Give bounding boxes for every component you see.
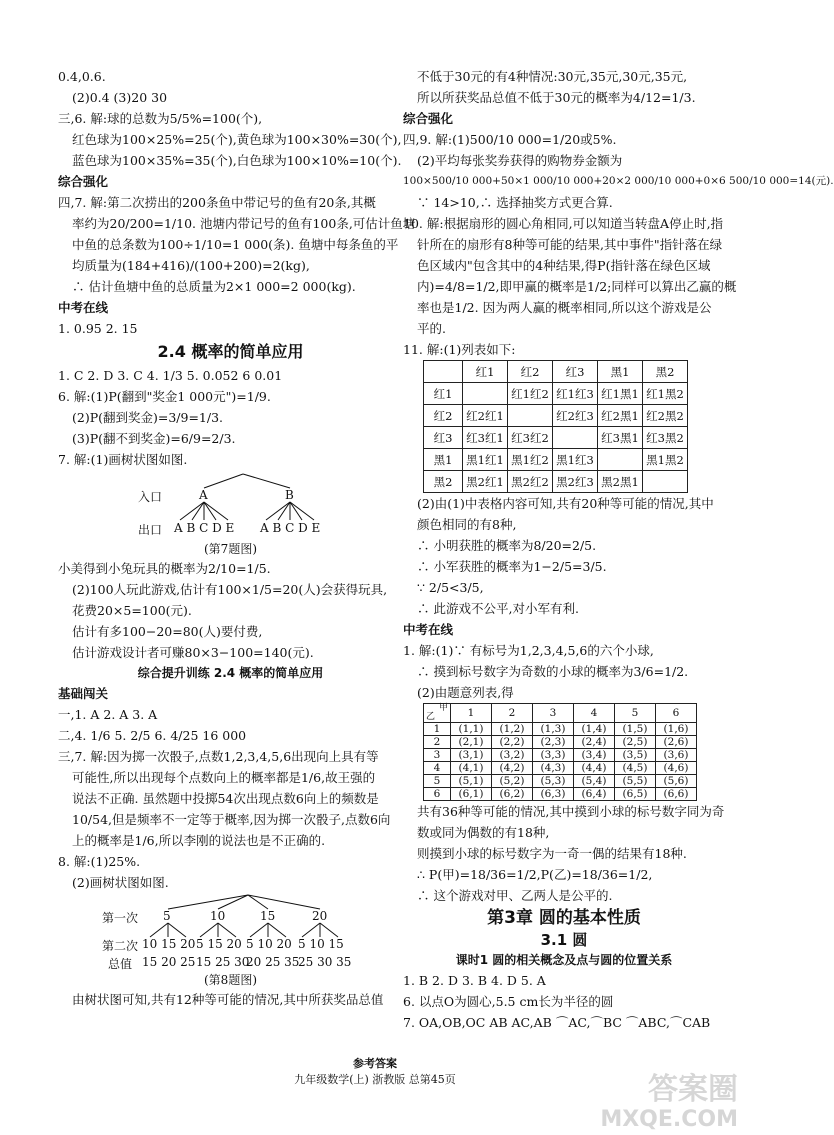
table-row: [424, 749, 697, 762]
table-cell: (3,3): [533, 749, 574, 762]
lesson-title: 课时1 圆的相关概念及点与圆的位置关系: [455, 953, 673, 967]
tree-total-group: 25 30 35: [298, 955, 352, 969]
text-line: 四,7. 解:第二次捞出的200条鱼中带记号的鱼有20条,其概: [58, 195, 376, 210]
table-cell: 红1黑2: [643, 383, 688, 405]
text-line: 小美得到小兔玩具的概率为2/10=1/5.: [58, 561, 271, 576]
table-cell: 黑2黑1: [598, 471, 643, 493]
text-line: 说法不正确. 虽然题中投掷54次出现点数6向上的频数是: [72, 791, 379, 806]
text-line: 1. 解:(1)∵ 有标号为1,2,3,4,5,6的六个小球,: [403, 643, 654, 658]
table-cell: 红3黑2: [643, 427, 688, 449]
footer-title: 参考答案: [353, 1057, 397, 1070]
text-line: 7. 解:(1)画树状图如图.: [58, 452, 188, 467]
table-cell: [463, 383, 508, 405]
text-line: (2)0.4 (3)20 30: [72, 90, 168, 105]
text-line: 均质量为(184+416)/(100+200)=2(kg),: [72, 258, 310, 273]
tree-top-node: 5: [163, 909, 171, 923]
text-line: ∴ 这个游戏对甲、乙两人是公平的.: [417, 888, 613, 903]
text-line: 三,7. 解:因为掷一次骰子,点数1,2,3,4,5,6出现向上具有等: [58, 749, 379, 764]
table-cell: (5,4): [574, 775, 615, 788]
table-cell: [424, 361, 463, 383]
table-cell: 红2: [424, 405, 463, 427]
section-label: 基础闯关: [58, 686, 109, 701]
section-title: 3.1 圆: [540, 931, 588, 949]
tree-total-group: 15 20 25: [142, 955, 196, 969]
text-line: 数或同为偶数的有18种,: [417, 825, 550, 840]
section-title: 2.4 概率的简单应用: [157, 342, 304, 361]
text-line: 蓝色球为100×35%=35(个),白色球为100×10%=10(个).: [72, 153, 402, 168]
tree-total-group: 20 25 35: [246, 955, 300, 969]
table-cell: 黑2红1: [463, 471, 508, 493]
table-cell: (6,6): [656, 788, 697, 801]
table-cell: 黑1: [424, 449, 463, 471]
text-line: ∵ 2/5<3/5,: [417, 580, 484, 595]
text-line: 四,9. 解:(1)500/10 000=1/20或5%.: [403, 132, 617, 147]
text-line: ∴ 估计鱼塘中鱼的总质量为2×1 000=2 000(kg).: [72, 279, 356, 294]
table-corner-cell: [424, 704, 451, 723]
table-header-row: [424, 704, 697, 723]
text-line: 所以所获奖品总值不低于30元的概率为4/12=1/3.: [417, 90, 696, 105]
text-line: 上的概率是1/6,所以李刚的说法也是不正确的.: [72, 833, 326, 848]
text-line: 一,1. A 2. A 3. A: [58, 707, 158, 722]
table-row: [424, 762, 697, 775]
table-cell: 黑1黑2: [643, 449, 688, 471]
text-line: 6. 解:(1)P(翻到"奖金1 000元")=1/9.: [58, 389, 271, 404]
section-label: 综合强化: [403, 111, 454, 126]
table-cell: 红2红3: [553, 405, 598, 427]
tree-row-label-total: 总值: [108, 957, 133, 971]
text-line: 6. 以点O为圆心,5.5 cm长为半径的圆: [403, 994, 614, 1009]
text-line: ∵ 14>10,∴ 选择抽奖方式更合算.: [417, 195, 613, 210]
table-cell: 红2黑2: [643, 405, 688, 427]
table-cell: (5,6): [656, 775, 697, 788]
tree-top-node: 20: [312, 909, 328, 923]
table-cell: (6,1): [451, 788, 492, 801]
table-row: [424, 736, 697, 749]
table-cell: 2: [492, 704, 533, 723]
table-cell: (5,1): [451, 775, 492, 788]
table-cell: 红3: [553, 361, 598, 383]
text-line: (2)P(翻到奖金)=3/9=1/3.: [72, 410, 224, 425]
table-cell: 红1: [463, 361, 508, 383]
table-cell: 黑1红3: [553, 449, 598, 471]
table-cell: (3,2): [492, 749, 533, 762]
right-column: [403, 66, 834, 1033]
table-cell: 3: [533, 704, 574, 723]
table-cell: (6,5): [615, 788, 656, 801]
table-cell: 黑2: [643, 361, 688, 383]
table-cell: 黑1红1: [463, 449, 508, 471]
text-line: 100×500/10 000+50×1 000/10 000+20×2 000/10 000+0×6 500/10 000=14(元).: [403, 175, 834, 187]
text-line: 估计有多100−20=80(人)要付费,: [72, 624, 263, 639]
watermark-line: 答案圈: [648, 1072, 738, 1107]
table-cell: (2,2): [492, 736, 533, 749]
table-cell: 红1红2: [508, 383, 553, 405]
text-line: 10. 解:根据扇形的圆心角相同,可以知道当转盘A停止时,指: [403, 216, 724, 231]
table-cell: 红3红2: [508, 427, 553, 449]
table-cell: (3,1): [451, 749, 492, 762]
table-row: [424, 449, 688, 471]
chapter-title: 第3章 圆的基本性质: [487, 908, 641, 928]
tree-diagram-7: [58, 470, 403, 540]
text-line: (2)由题意列表,得: [417, 685, 514, 700]
table-cell: 红1黑1: [598, 383, 643, 405]
text-line: ∴ P(甲)=18/36=1/2,P(乙)=18/36=1/2,: [417, 867, 653, 882]
table-cell: 5: [615, 704, 656, 723]
section-label: 中考在线: [403, 622, 454, 637]
tree-leaf-group: 5 10 20: [246, 937, 292, 951]
table-cell: (3,5): [615, 749, 656, 762]
tree-leaf-group: 10 15 20: [142, 937, 196, 951]
tree-entry-label: 入口: [138, 490, 163, 504]
text-line: 10/54,但是频率不一定等于概率,因为掷一次骰子,点数6向: [72, 812, 391, 827]
table-row: [424, 471, 688, 493]
table-row: [424, 723, 697, 736]
ball-pair-table: [423, 703, 697, 801]
tree-node-a: A: [199, 488, 208, 502]
table-cell: [553, 427, 598, 449]
text-line: ∴ 摸到标号数字为奇数的小球的概率为3/6=1/2.: [417, 664, 689, 679]
text-line: 估计游戏设计者可赚80×3−100=140(元).: [72, 645, 314, 660]
table-cell: (2,4): [574, 736, 615, 749]
corner-bottom: 乙: [426, 712, 436, 722]
table-cell: 黑1红2: [508, 449, 553, 471]
text-line: 针所在的扇形有8种等可能的结果,其中事件"指针落在绿: [417, 237, 723, 252]
table-cell: (1,1): [451, 723, 492, 736]
text-line: 1. C 2. D 3. C 4. 1/3 5. 0.052 6 0.01: [58, 368, 283, 383]
section-label: 中考在线: [58, 300, 109, 315]
footer-page-info: 九年级数学(上) 浙教版 总第45页: [294, 1073, 456, 1086]
table-row: [424, 383, 688, 405]
table-cell: (4,4): [574, 762, 615, 775]
table-cell: 黑1: [598, 361, 643, 383]
table-cell: 红1红3: [553, 383, 598, 405]
text-line: 二,4. 1/6 5. 2/5 6. 4/25 16 000: [58, 728, 247, 743]
table-cell: (4,6): [656, 762, 697, 775]
table-cell: 红2黑1: [598, 405, 643, 427]
text-line: 7. OA,OB,OC AB AC,AB ⌒AC,⌒BC ⌒ABC,⌒CAB: [403, 1015, 711, 1030]
section-label: 综合强化: [58, 174, 109, 189]
watermark-line: MXQE.COM: [600, 1107, 738, 1132]
tree-leaves-b: A B C D E: [260, 521, 321, 535]
table-cell: 红3黑1: [598, 427, 643, 449]
table-cell: (6,3): [533, 788, 574, 801]
table-cell: 1: [451, 704, 492, 723]
corner-top: 甲: [438, 703, 448, 713]
text-line: (2)平均每张奖券获得的购物券金额为: [417, 153, 623, 168]
table-cell: (3,4): [574, 749, 615, 762]
text-line: 中鱼的总条数为100÷1/10=1 000(条). 鱼塘中每条鱼的平: [72, 237, 399, 252]
table-row: [424, 427, 688, 449]
text-line: 不低于30元的有4种情况:30元,35元,30元,35元,: [417, 69, 688, 84]
table-cell: (2,1): [451, 736, 492, 749]
text-line: (3)P(翻不到奖金)=6/9=2/3.: [72, 431, 236, 446]
table-cell: (4,2): [492, 762, 533, 775]
text-line: ∴ 小明获胜的概率为8/20=2/5.: [417, 538, 597, 553]
table-cell: (1,3): [533, 723, 574, 736]
table-header-row: [424, 361, 688, 383]
table-cell: 5: [424, 775, 451, 788]
text-line: 率也是1/2. 因为两人赢的概率相同,所以这个游戏是公: [417, 300, 712, 315]
text-line: 则摸到小球的标号数字为一奇一偶的结果有18种.: [417, 846, 687, 861]
table-cell: (1,2): [492, 723, 533, 736]
tree-row-label-first: 第一次: [102, 911, 139, 925]
table-cell: (4,5): [615, 762, 656, 775]
table-row: [424, 788, 697, 801]
table-cell: (1,5): [615, 723, 656, 736]
table-row: [424, 775, 697, 788]
left-column: [58, 66, 416, 1010]
text-line: ∴ 此游戏不公平,对小军有利.: [417, 601, 579, 616]
table-cell: 黑2: [424, 471, 463, 493]
text-line: 由树状图可知,共有12种等可能的情况,其中所获奖品总值: [72, 992, 384, 1007]
table-cell: [508, 405, 553, 427]
text-line: 红色球为100×25%=25(个),黄色球为100×30%=30(个),: [72, 132, 402, 147]
tree-exit-label: 出口: [138, 523, 163, 537]
table-row: [424, 405, 688, 427]
text-line: (2)画树状图如图.: [72, 875, 169, 890]
table-cell: (5,5): [615, 775, 656, 788]
text-line: 8. 解:(1)25%.: [58, 854, 141, 869]
tree-row-label-second: 第二次: [102, 939, 139, 953]
subsection-title: 综合提升训练 2.4 概率的简单应用: [137, 666, 324, 680]
text-line: 率约为20/200=1/10. 池塘内带记号的鱼有100条,可估计鱼塘: [72, 216, 416, 231]
table-cell: 4: [574, 704, 615, 723]
color-pair-table: [423, 360, 688, 493]
text-line: (2)100人玩此游戏,估计有100×1/5=20(人)会获得玩具,: [72, 582, 388, 597]
table-cell: 黑2红2: [508, 471, 553, 493]
text-line: 三,6. 解:球的总数为5/5%=100(个),: [58, 111, 263, 126]
text-line: 平的.: [417, 321, 446, 336]
tree-leaf-group: 5 10 15: [298, 937, 344, 951]
text-line: 色区域内"包含其中的4种结果,得P(指针落在绿色区域: [417, 258, 711, 273]
tree-total-group: 15 25 30: [196, 955, 250, 969]
text-line: 1. B 2. D 3. B 4. D 5. A: [403, 973, 546, 988]
table-cell: (4,1): [451, 762, 492, 775]
table-cell: (6,4): [574, 788, 615, 801]
table-cell: (4,3): [533, 762, 574, 775]
table-cell: 6: [656, 704, 697, 723]
table-cell: (2,6): [656, 736, 697, 749]
text-line: (2)由(1)中表格内容可知,共有20种等可能的情况,其中: [417, 496, 714, 511]
table-cell: (5,3): [533, 775, 574, 788]
table-cell: 红2: [508, 361, 553, 383]
table-cell: 4: [424, 762, 451, 775]
table-cell: (1,6): [656, 723, 697, 736]
figure-caption: (第8题图): [204, 973, 257, 987]
table-cell: (2,5): [615, 736, 656, 749]
text-line: 可能性,所以出现每个点数向上的概率都是1/6,故王强的: [72, 770, 376, 785]
text-line: ∴ 小军获胜的概率为1−2/5=3/5.: [417, 559, 607, 574]
figure-caption: (第7题图): [204, 542, 257, 556]
tree-top-node: 10: [210, 909, 226, 923]
table-cell: (5,2): [492, 775, 533, 788]
table-cell: 红1: [424, 383, 463, 405]
table-cell: 1: [424, 723, 451, 736]
text-line: 花费20×5=100(元).: [72, 603, 192, 618]
text-line: 共有36种等可能的情况,其中摸到小球的标号数字同为奇: [417, 804, 725, 819]
text-line: 颜色相同的有8种,: [417, 517, 517, 532]
table-cell: [643, 471, 688, 493]
table-cell: 黑2红3: [553, 471, 598, 493]
tree-leaf-group: 5 15 20: [196, 937, 242, 951]
tree-leaves-a: A B C D E: [174, 521, 235, 535]
text-line: 1. 0.95 2. 15: [58, 321, 138, 336]
table-cell: [598, 449, 643, 471]
table-cell: 2: [424, 736, 451, 749]
table-cell: (3,6): [656, 749, 697, 762]
table-cell: 红3红1: [463, 427, 508, 449]
text-line: 11. 解:(1)列表如下:: [403, 342, 516, 357]
table-cell: (6,2): [492, 788, 533, 801]
watermark-logo: [600, 1072, 738, 1135]
table-cell: 红3: [424, 427, 463, 449]
tree-node-b: B: [285, 488, 294, 502]
table-cell: 红2红1: [463, 405, 508, 427]
text-line: 0.4,0.6.: [58, 69, 106, 84]
tree-diagram-8: [58, 893, 403, 971]
table-cell: 6: [424, 788, 451, 801]
table-cell: (2,3): [533, 736, 574, 749]
tree-top-node: 15: [260, 909, 276, 923]
table-cell: (1,4): [574, 723, 615, 736]
table-cell: 3: [424, 749, 451, 762]
text-line: 内)=4/8=1/2,即甲赢的概率是1/2;同样可以算出乙赢的概: [417, 279, 737, 294]
